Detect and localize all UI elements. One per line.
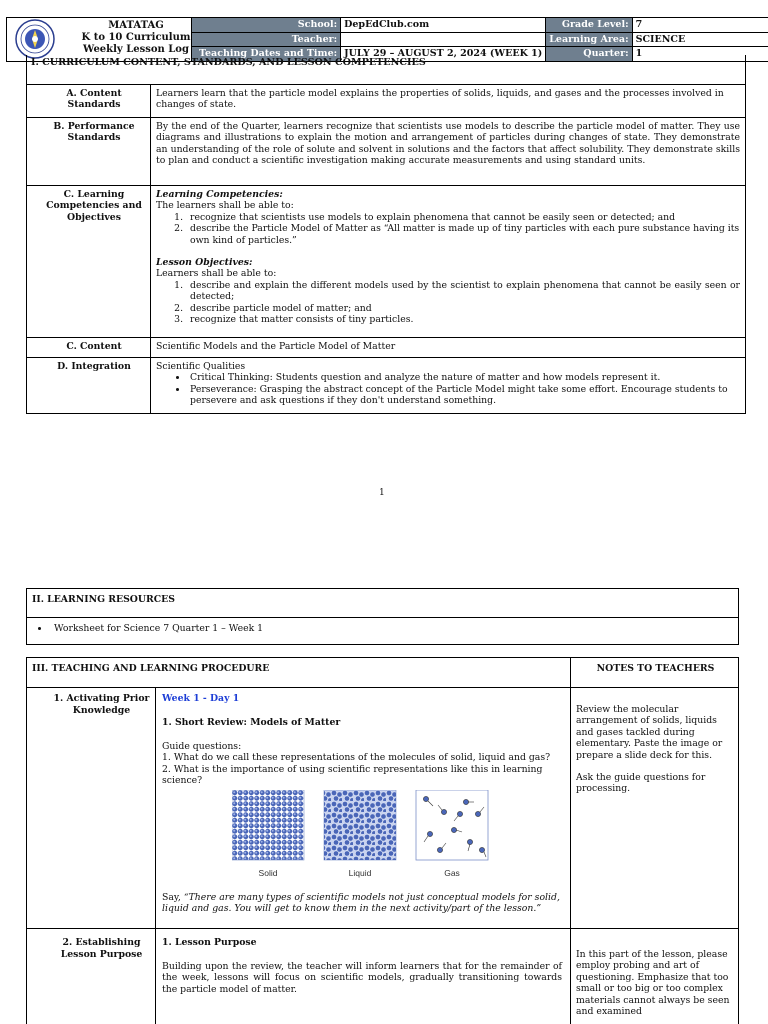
section-3: [26, 657, 739, 1024]
competency-item: 2. describe the Particle Model of Matter as “All matter is made up of tiny particles with each pure substance having its own kind of particles.”: [186, 223, 740, 246]
states-of-matter-figure: [232, 790, 492, 880]
performance-standards-label: B. Performance Standards: [27, 118, 151, 186]
note-row-1: [576, 704, 736, 795]
solid-model: [232, 790, 304, 860]
objectives-intro: Learners shall be able to:: [156, 268, 277, 280]
learning-area-value[interactable]: SCIENCE: [632, 32, 768, 47]
section-1-heading: I. CURRICULUM CONTENT, STANDARDS, AND LESSON COMPETENCIES: [31, 57, 426, 68]
competencies-intro: The learners shall be able to:: [156, 200, 294, 212]
section-2-box: [26, 588, 739, 645]
content-row: [27, 338, 746, 358]
activating-prior-knowledge-label: 1. Activating Prior Knowledge: [53, 693, 150, 716]
content-text: Scientific Models and the Particle Model of Matter: [151, 338, 746, 358]
integration-heading: Scientific Qualities: [156, 361, 246, 372]
integration-item: • Critical Thinking: Students question and analyze the nature of matter and how models represent it.: [188, 372, 740, 383]
deped-seal: [15, 19, 55, 59]
integration-label: D. Integration: [27, 358, 151, 414]
figure-label-solid: Solid: [258, 868, 278, 878]
figure-label-liquid: Liquid: [348, 868, 372, 878]
competencies-row: [27, 186, 746, 338]
school-value[interactable]: DepEdClub.com: [341, 18, 546, 33]
grade-value[interactable]: 7: [632, 18, 768, 33]
guide-questions-block: [162, 741, 562, 787]
performance-standards-text: By the end of the Quarter, learners recognize that scientists use models to describe the particle model of matter. They use diagrams and illustrations to explain the motion and arrangement of particles during changes of state. They demonstrate an understanding of the role of solute and solvent in solutions and the factors that affect solubility. They demonstrate skills to plan and conduct a scientific investigation making accurate measurements and using standard units.: [151, 118, 746, 186]
note-2: Ask the guide questions for processing.: [576, 772, 706, 795]
objective-item: 3. recognize that matter consists of tiny particles.: [186, 314, 740, 325]
note-1: Review the molecular arrangement of solids, liquids and gases tackled during elementary. Paste the image or prepare a slide deck for this.: [576, 704, 723, 761]
title-line-1: MATATAG: [108, 20, 164, 31]
resources-list: [50, 623, 263, 634]
section-2-heading: II. LEARNING RESOURCES: [32, 594, 175, 605]
header-title: [61, 20, 191, 56]
say-text: [162, 892, 562, 915]
title-line-2: K to 10 Curriculum: [81, 32, 191, 43]
grade-label: Grade Level:: [546, 18, 632, 33]
teacher-value[interactable]: [341, 32, 546, 47]
lesson-purpose-text: Building upon the review, the teacher will inform learners that for the remainder of the week, lessons will focus on scientific models, gradually transitioning towards the particle model of matter.: [162, 961, 562, 995]
establishing-lesson-purpose-label: 2. Establishing Lesson Purpose: [60, 937, 143, 960]
figure-label-gas: Gas: [444, 868, 460, 878]
integration-cell: [151, 358, 746, 414]
note-row-2: In this part of the lesson, please employ probing and art of questioning. Emphasize that too small or too big or too complex materials cannot always be seen and examined: [576, 949, 730, 1018]
quarter-label: Quarter:: [546, 47, 632, 62]
competency-item: 1. recognize that scientists use models to explain phenomena that cannot be easily seen or detected; and: [186, 212, 740, 223]
notes-heading: NOTES TO TEACHERS: [596, 663, 715, 674]
integration-list: [188, 372, 740, 406]
objective-item: 1. describe and explain the different models used by the scientist to explain phenomena that cannot be easily seen or detected;: [186, 280, 740, 303]
guide-questions-label: Guide questions:: [162, 741, 242, 752]
section-1-table: [26, 84, 746, 414]
section-3-heading: III. TEACHING AND LEARNING PROCEDURE: [32, 663, 270, 674]
school-label: School:: [191, 18, 340, 33]
objective-item: 2. describe particle model of matter; and: [186, 303, 740, 314]
page-number: 1: [379, 488, 385, 498]
objectives-list: [186, 280, 740, 326]
say-lead: Say,: [162, 892, 184, 903]
quarter-value[interactable]: 1: [632, 47, 768, 62]
section-1-heading-box: [26, 55, 746, 85]
content-standards-text: Learners learn that the particle model explains the properties of solids, liquids, and gases and the processes involved in changes of state.: [151, 85, 746, 118]
short-review-heading: 1. Short Review: Models of Matter: [162, 717, 341, 728]
competencies-heading: Learning Competencies:: [156, 189, 283, 200]
guide-question-2: 2. What is the importance of using scientific representations like this in learning science?: [162, 763, 543, 787]
content-standards-row: [27, 85, 746, 118]
learning-area-label: Learning Area:: [546, 32, 632, 47]
resource-item: • Worksheet for Science 7 Quarter 1 – Week 1: [50, 623, 263, 634]
guide-question-1: 1. What do we call these representations of the molecules of solid, liquid and gas?: [162, 752, 551, 764]
states-of-matter-svg: [232, 790, 492, 880]
integration-item: • Perseverance: Grasping the abstract concept of the Particle Model might take some effort. Encourage students to persevere and ask questions if they don't understand something.: [188, 384, 740, 407]
performance-standards-row: [27, 118, 746, 186]
integration-row: [27, 358, 746, 414]
say-quote: “There are many types of scientific models not just conceptual models for solid, liquid and gas. You will get to know them in the next activity/part of the lesson.”: [162, 892, 560, 915]
week-day-label: Week 1 - Day 1: [162, 693, 240, 704]
competencies-list: [186, 212, 740, 246]
title-line-3: Weekly Lesson Log: [83, 44, 189, 55]
dates-value[interactable]: JULY 29 – AUGUST 2, 2024 (WEEK 1): [341, 47, 546, 62]
teacher-label: Teacher:: [191, 32, 340, 47]
competencies-label: C. Learning Competencies and Objectives: [27, 186, 151, 338]
lesson-purpose-heading: 1. Lesson Purpose: [162, 937, 257, 948]
competencies-cell: [151, 186, 746, 338]
content-label: C. Content: [27, 338, 151, 358]
objectives-heading: Lesson Objectives:: [156, 257, 253, 269]
content-standards-label: A. Content Standards: [27, 85, 151, 118]
dates-label: Teaching Dates and Time:: [191, 47, 340, 62]
